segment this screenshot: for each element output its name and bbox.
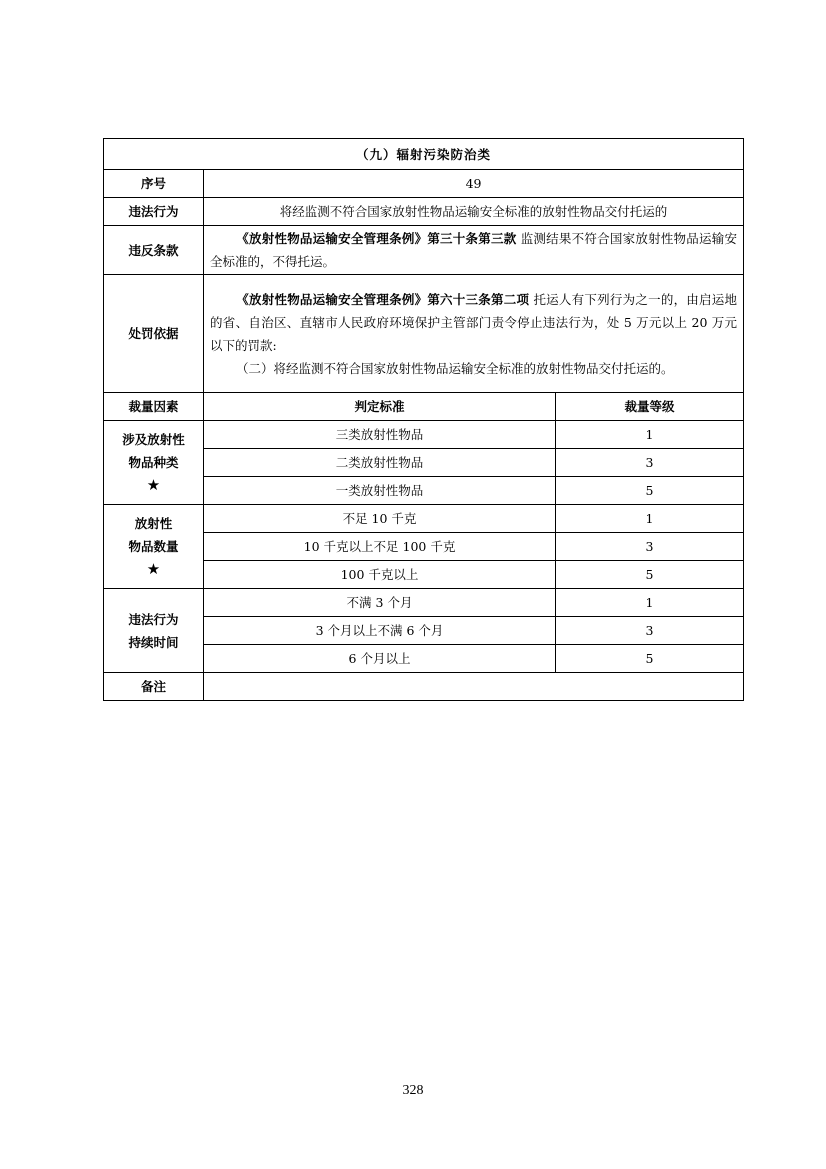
factor-header: 裁量因素 <box>104 393 204 421</box>
discretion-table <box>103 138 744 701</box>
level-cell: 1 <box>556 505 744 533</box>
level-header: 裁量等级 <box>556 393 744 421</box>
remarks-value <box>204 673 744 701</box>
criteria-cell: 不足 10 千克 <box>204 505 556 533</box>
penalty-basis-body: 托运人有下列行为之一的，由启运地的省、自治区、直辖市人民政府环境保护主管部门责令停止违法行为，处 5 万元以上 20 万元以下的罚款: <box>210 291 738 353</box>
level-cell: 1 <box>556 421 744 449</box>
remarks-label: 备注 <box>104 673 204 701</box>
factor-name-line: 持续时间 <box>128 634 179 650</box>
factor-name <box>104 505 204 589</box>
criteria-cell: 二类放射性物品 <box>204 449 556 477</box>
criteria-cell: 10 千克以上不足 100 千克 <box>204 533 556 561</box>
factor-row <box>104 589 744 617</box>
criteria-cell: 3 个月以上不满 6 个月 <box>204 617 556 645</box>
criteria-cell: 三类放射性物品 <box>204 421 556 449</box>
serial-value: 49 <box>204 170 744 198</box>
violated-clause-body: 监测结果不符合国家放射性物品运输安全标准的，不得托运。 <box>210 231 738 269</box>
factor-row <box>104 421 744 449</box>
criteria-cell: 6 个月以上 <box>204 645 556 673</box>
level-cell: 1 <box>556 589 744 617</box>
level-cell: 3 <box>556 533 744 561</box>
level-cell: 5 <box>556 477 744 505</box>
factor-name-line: 物品种类 <box>128 455 179 470</box>
serial-label: 序号 <box>104 170 204 198</box>
violation-label: 违法行为 <box>104 198 204 226</box>
factor-row <box>104 505 744 533</box>
page-number: 328 <box>402 1083 424 1098</box>
factor-name-line: 物品数量 <box>128 539 179 554</box>
star-icon: ★ <box>146 476 161 494</box>
violated-clause-citation: 《放射性物品运输安全管理条例》第三十条第三款 <box>236 231 517 246</box>
star-icon: ★ <box>146 560 161 578</box>
violation-value: 将经监测不符合国家放射性物品运输安全标准的放射性物品交付托运的 <box>204 198 744 226</box>
factor-name <box>104 421 204 505</box>
criteria-cell: 100 千克以上 <box>204 561 556 589</box>
penalty-basis-label: 处罚依据 <box>104 275 204 393</box>
level-cell: 3 <box>556 617 744 645</box>
factor-name-line: 违法行为 <box>128 611 179 627</box>
violated-clause-label: 违反条款 <box>104 226 204 275</box>
criteria-cell: 一类放射性物品 <box>204 477 556 505</box>
violated-clause-text <box>204 226 744 275</box>
factor-name-line: 放射性 <box>134 516 173 531</box>
criteria-header: 判定标准 <box>204 393 556 421</box>
factor-name <box>104 589 204 673</box>
level-cell: 3 <box>556 449 744 477</box>
level-cell: 5 <box>556 561 744 589</box>
penalty-basis-item: （二）将经监测不符合国家放射性物品运输安全标准的放射性物品交付托运的。 <box>236 360 674 376</box>
section-title: （九）辐射污染防治类 <box>104 139 744 170</box>
level-cell: 5 <box>556 645 744 673</box>
criteria-cell: 不满 3 个月 <box>204 589 556 617</box>
factor-name-line: 涉及放射性 <box>122 432 185 447</box>
penalty-basis-text <box>204 275 744 393</box>
penalty-basis-citation: 《放射性物品运输安全管理条例》第六十三条第二项 <box>236 291 530 307</box>
